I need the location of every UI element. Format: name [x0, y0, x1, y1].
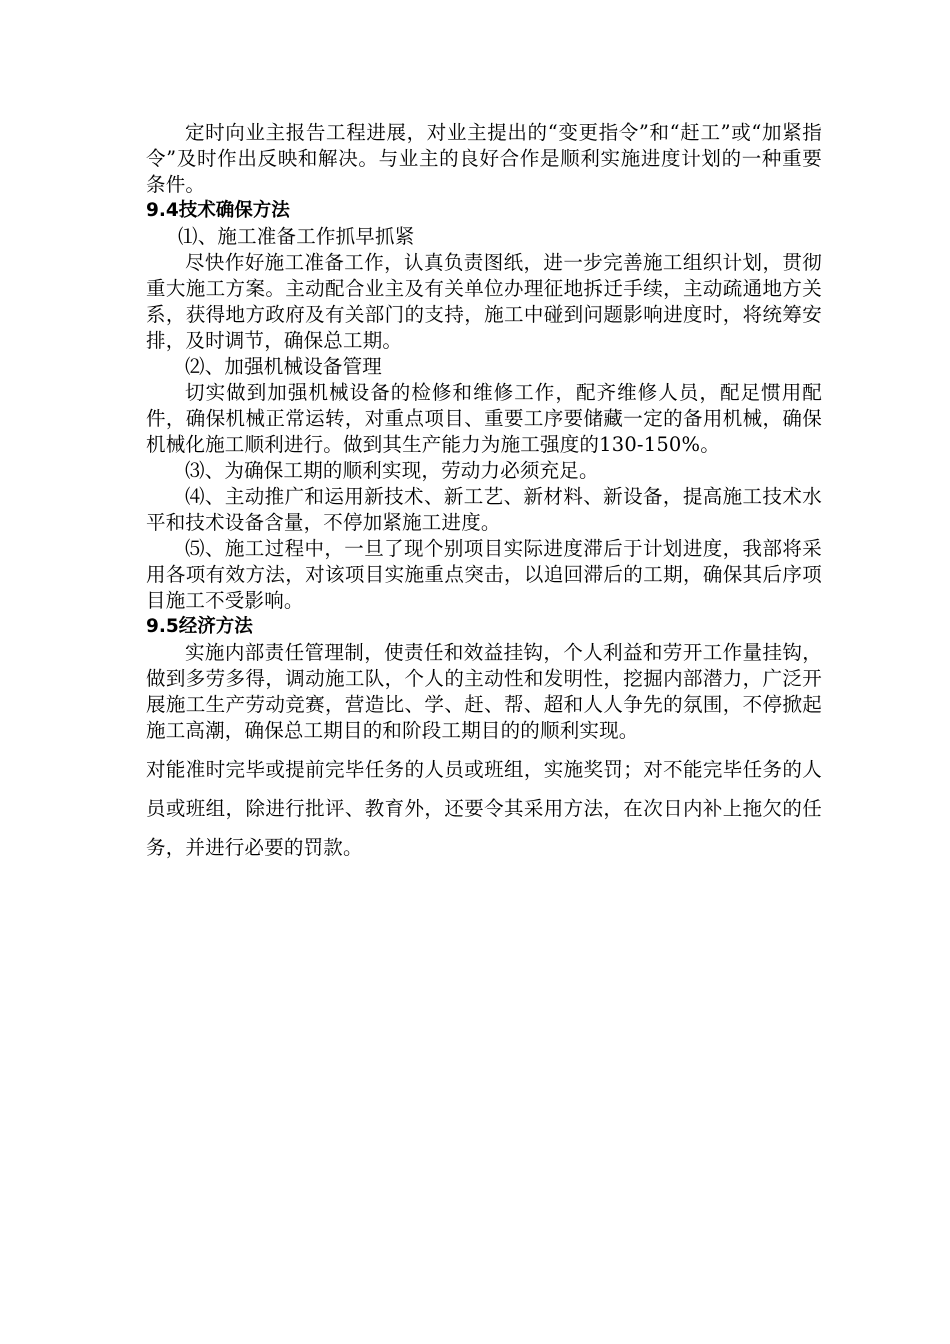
item-3: ⑶、为确保工期的顺利实现，劳动力必须充足。: [185, 459, 599, 482]
item-1-body: 尽快作好施工准备工作，认真负责图纸，进一步完善施工组织计划，贯彻重大施工方案。主动配合业主及有关单位办理征地拆迁手续，主动疏通地方关系，获得地方政府及有关部门的支持，施工中碰到问题影响进度时，将统筹安排，及时调节，确保总工期。: [146, 251, 822, 352]
section-heading-9-4: 9.4技术确保方法: [146, 200, 290, 221]
item-4: ⑷、主动推广和运用新技术、新工艺、新材料、新设备，提高施工技术水平和技术设备含量，不停加紧施工进度。: [146, 485, 822, 534]
item-2-title: ⑵、加强机械设备管理: [185, 355, 383, 378]
item-5: ⑸、施工过程中，一旦了现个别项目实际进度滞后于计划进度，我部将采用各项有效方法，对该项目实施重点突击，以追回滞后的工期，确保其后序项目施工不受影响。: [146, 537, 822, 612]
item-2-body: 切实做到加强机械设备的检修和维修工作，配齐维修人员，配足惯用配件，确保机械正常运转，对重点项目、重要工序要储藏一定的备用机械，确保机械化施工顺利进行。做到其生产能力为施工强度的130-150%。: [146, 381, 822, 456]
section-heading-9-5: 9.5经济方法: [146, 616, 253, 637]
section-9-5-body: 实施内部责任管理制，使责任和效益挂钩，个人利益和劳开工作量挂钩，做到多劳多得，调动施工队，个人的主动性和发明性，挖掘内部潜力，广泛开展施工生产劳动竞赛，营造比、学、赶、帮、超和人人争先的氛围，不停掀起施工高潮，确保总工期目的和阶段工期目的的顺利实现。: [146, 641, 822, 742]
item-1-title: ⑴、施工准备工作抓早抓紧: [178, 225, 415, 248]
reward-paragraph: 对能准时完毕或提前完毕任务的人员或班组，实施奖罚；对不能完毕任务的人员或班组，除进行批评、教育外，还要令其采用方法，在次日内补上拖欠的任务，并进行必要的罚款。: [146, 758, 822, 859]
document-body: [146, 120, 822, 867]
intro-paragraph: 定时向业主报告工程进展，对业主提出的“变更指令”和“赶工”或“加紧指令”及时作出反映和解决。与业主的良好合作是顺利实施进度计划的一种重要条件。: [146, 121, 822, 196]
